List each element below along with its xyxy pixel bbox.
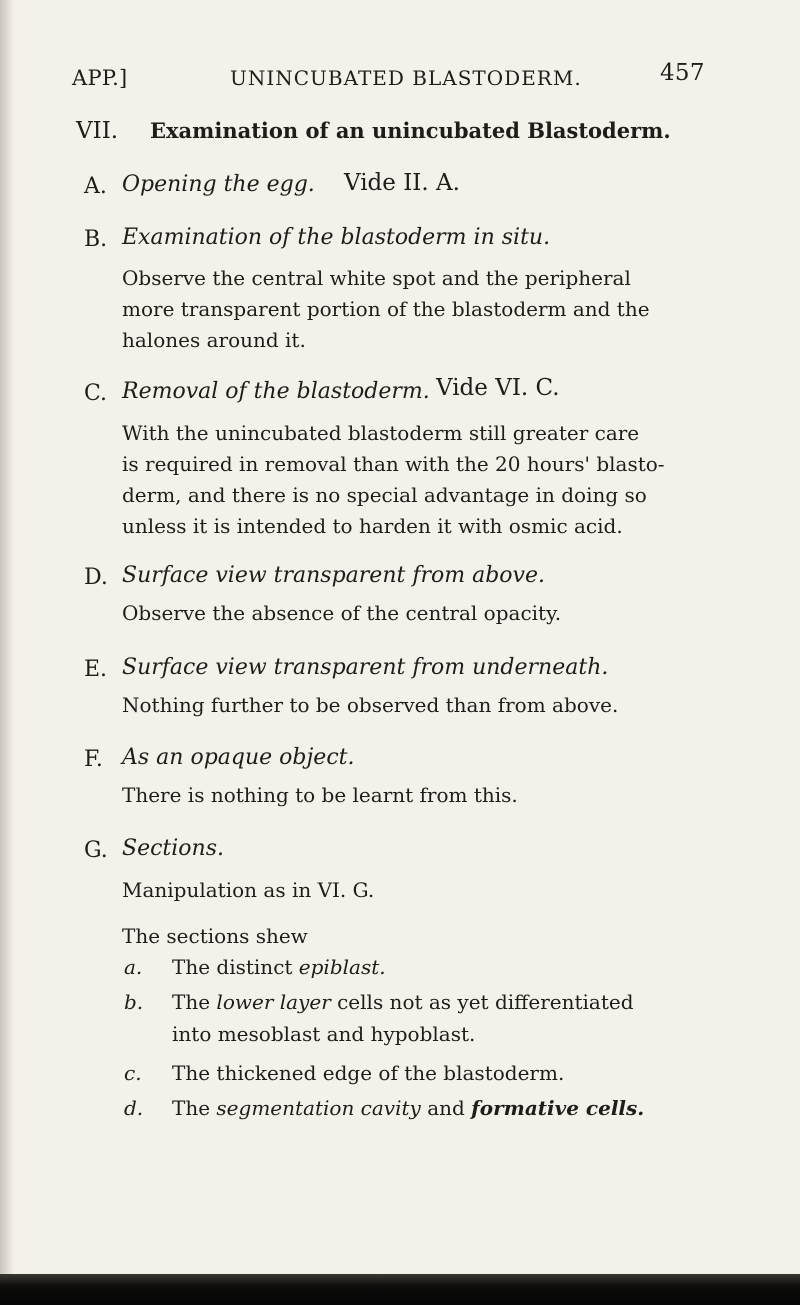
- section-title: Examination of an unincubated Blastoderm.: [150, 118, 671, 143]
- section-number: VII.: [76, 118, 119, 144]
- item-d-letter: D.: [84, 565, 108, 590]
- item-c-line-1: With the unincubated blastoderm still greater care: [122, 421, 640, 445]
- scan-bottom-edge: [0, 1274, 800, 1305]
- list-item-d-term-2: formative cells.: [471, 1096, 645, 1120]
- item-c-letter: C.: [84, 381, 108, 406]
- item-c-line-4: unless it is intended to harden it with osmic acid.: [122, 514, 623, 538]
- item-f-heading: As an opaque object.: [122, 745, 355, 770]
- item-b-letter: B.: [84, 227, 108, 252]
- item-c-line-2: is required in removal than with the 20 hours' blasto-: [122, 452, 665, 476]
- item-b-line-1: Observe the central white spot and the peripheral: [122, 266, 631, 290]
- item-a-reference: Vide II. A.: [344, 170, 460, 196]
- item-e-letter: E.: [84, 657, 108, 682]
- item-g-letter: G.: [84, 838, 108, 863]
- item-b-line-2: more transparent portion of the blastoderm and the: [122, 297, 650, 321]
- header-appendix-label: APP.]: [72, 66, 128, 90]
- item-c-heading: Removal of the blastoderm.: [122, 379, 430, 404]
- item-g-line-1: Manipulation as in VI. G.: [122, 878, 375, 902]
- list-item-a-term: epiblast.: [298, 955, 386, 979]
- list-item-c-label: c.: [124, 1061, 142, 1085]
- list-item-d-text-mid: and: [420, 1096, 472, 1120]
- item-d-line: Observe the absence of the central opacity.: [122, 601, 562, 625]
- item-b-heading: Examination of the blastoderm in situ.: [122, 225, 551, 250]
- list-item-d-term-1: segmentation cavity: [216, 1096, 421, 1120]
- list-item-b-text-pre: The: [172, 990, 217, 1014]
- item-f-letter: F.: [84, 747, 103, 772]
- list-item-b: [172, 986, 634, 1019]
- list-item-b-text-post: cells not as yet differentiated: [330, 990, 634, 1014]
- item-f-line: There is nothing to be learnt from this.: [122, 783, 518, 807]
- list-item-d: [172, 1092, 644, 1125]
- page-number: 457: [660, 60, 705, 86]
- list-item-d-label: d.: [124, 1096, 144, 1120]
- item-a-letter: A.: [84, 174, 107, 199]
- item-e-heading: Surface view transparent from underneath.: [122, 655, 609, 680]
- list-item-a: [172, 951, 386, 984]
- list-item-b-term: lower layer: [216, 990, 331, 1014]
- item-b-line-3: halones around it.: [122, 328, 306, 352]
- item-g-heading: Sections.: [122, 836, 224, 861]
- list-item-a-text: The distinct: [172, 955, 299, 979]
- running-title: UNINCUBATED BLASTODERM.: [230, 66, 582, 90]
- item-d-heading: Surface view transparent from above.: [122, 563, 545, 588]
- list-item-b-continuation: into mesoblast and hypoblast.: [172, 1022, 476, 1046]
- item-c-line-3: derm, and there is no special advantage in doing so: [122, 483, 647, 507]
- item-e-line: Nothing further to be observed than from above.: [122, 693, 619, 717]
- list-item-c: The thickened edge of the blastoderm.: [172, 1061, 565, 1085]
- item-g-line-2: The sections shew: [122, 924, 308, 948]
- list-item-b-label: b.: [124, 990, 144, 1014]
- list-item-d-text-pre: The: [172, 1096, 217, 1120]
- item-a-heading: Opening the egg.: [122, 172, 315, 197]
- list-item-a-label: a.: [124, 955, 143, 979]
- item-c-reference: Vide VI. C.: [436, 375, 560, 401]
- page-edge-shadow: [0, 0, 14, 1305]
